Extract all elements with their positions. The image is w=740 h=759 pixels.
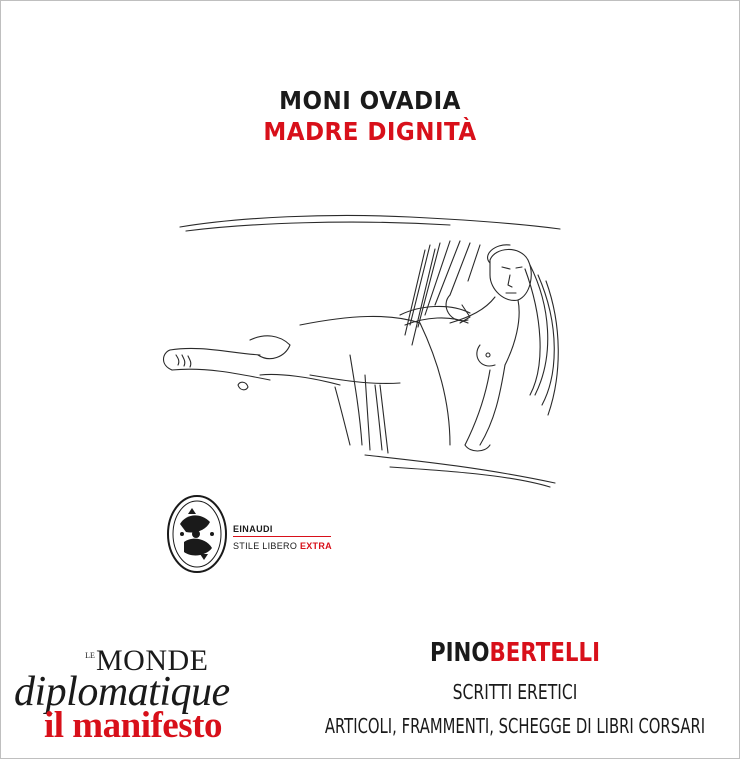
cover-author: MONI OVADIA <box>279 86 461 115</box>
logo-monde: MONDE <box>96 644 209 677</box>
series-extra: EXTRA <box>299 541 332 551</box>
publisher-divider <box>233 536 331 537</box>
footer-author-first: PINO <box>429 638 490 668</box>
logo-diplomatique: diplomatique <box>14 669 230 715</box>
series-main: STILE LIBERO <box>233 541 298 551</box>
cover-title: MADRE DIGNITÀ <box>263 117 477 146</box>
footer-tagline: ARTICOLI, FRAMMENTI, SCHEGGE DI LIBRI CORSARI <box>324 714 706 738</box>
logo-le: LE <box>85 651 95 660</box>
reclining-figure-sketch-icon <box>150 205 570 490</box>
footer-author-last: BERTELLI <box>489 638 601 668</box>
footer-author <box>339 638 692 668</box>
series-label <box>233 541 332 551</box>
publisher-name: EINAUDI <box>233 524 273 534</box>
footer-subtitle: SCRITTI ERETICI <box>452 680 578 704</box>
einaudi-seal-icon <box>166 494 228 574</box>
logo-manifesto: il manifesto <box>44 705 222 746</box>
